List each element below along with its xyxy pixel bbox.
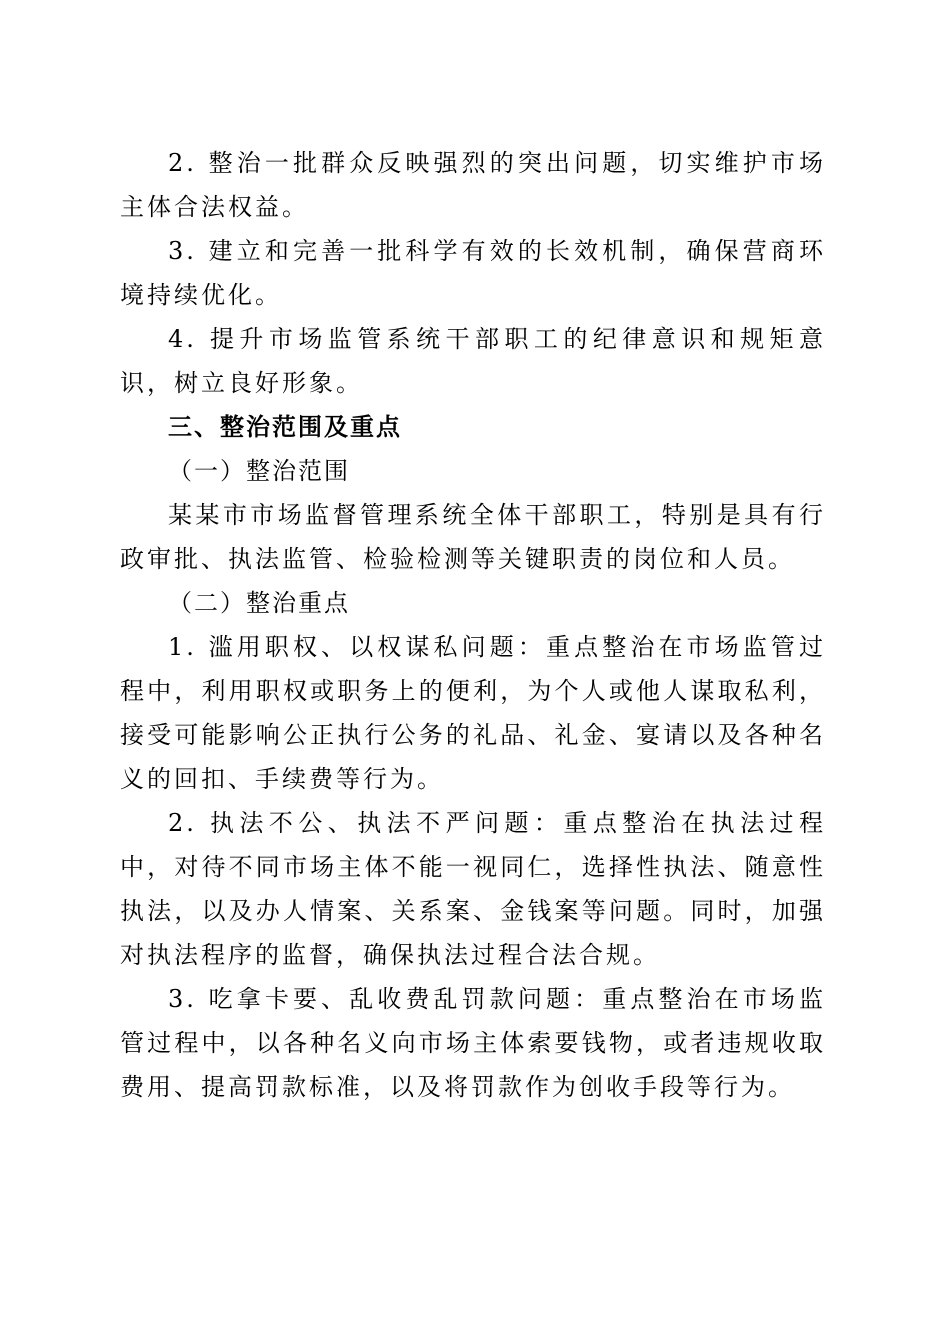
para-focus-1: 1. 滥用职权、以权谋私问题：重点整治在市场监管过程中，利用职权或职务上的便利，为个人或他人谋取私利，接受可能影响公正执行公务的礼品、礼金、宴请以及各种名义的回扣、手续费等行为。 [120,633,826,793]
document-page [120,141,826,1109]
para-scope: 某某市市场监督管理系统全体干部职工，特别是具有行政审批、执法监管、检验检测等关键职责的岗位和人员。 [120,501,826,573]
subheading-focus: （二）整治重点 [168,589,350,617]
para-goal-2: 2. 整治一批群众反映强烈的突出问题，切实维护市场主体合法权益。 [120,149,826,221]
section-heading-scope-and-focus: 三、整治范围及重点 [168,413,402,441]
subheading-scope: （一）整治范围 [168,457,350,485]
para-goal-4: 4. 提升市场监管系统干部职工的纪律意识和规矩意识，树立良好形象。 [120,325,826,397]
para-goal-3: 3. 建立和完善一批科学有效的长效机制，确保营商环境持续优化。 [120,237,826,309]
para-focus-2: 2. 执法不公、执法不严问题：重点整治在执法过程中，对待不同市场主体不能一视同仁，选择性执法、随意性执法，以及办人情案、关系案、金钱案等问题。同时，加强对执法程序的监督，确保执法过程合法合规。 [120,809,826,969]
para-focus-3: 3. 吃拿卡要、乱收费乱罚款问题：重点整治在市场监管过程中，以各种名义向市场主体索要钱物，或者违规收取费用、提高罚款标准，以及将罚款作为创收手段等行为。 [120,985,826,1101]
